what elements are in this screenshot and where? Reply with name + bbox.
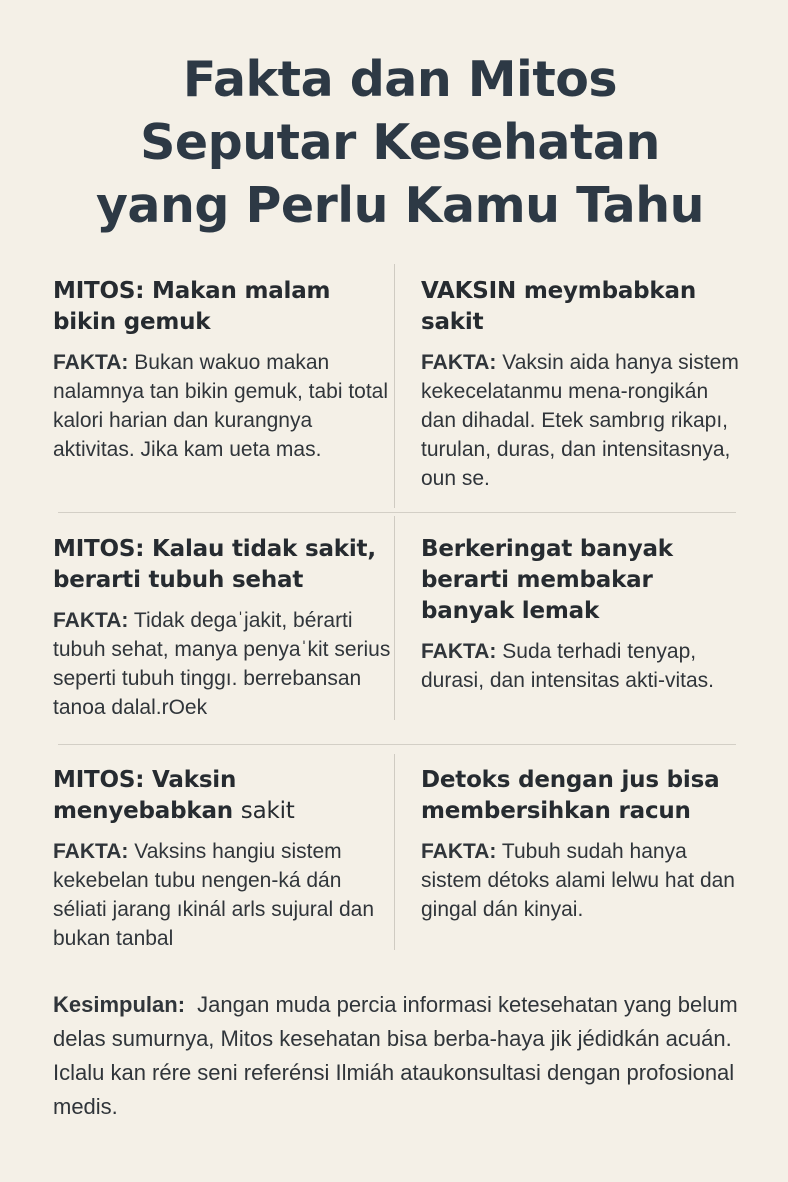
- card-heading-bold: MITOS: Vaksin menyebabkan: [53, 767, 237, 824]
- title-line-1: Fakta dan Mitos: [182, 51, 618, 108]
- myth-card-night-eating: [53, 276, 398, 464]
- myth-card-vaccine: [421, 276, 741, 493]
- fact-text: Tubuh sudah hanya sistem détoks alami lelwu hat dan gingal dán kinyai.: [421, 840, 735, 921]
- card-fact: [421, 637, 741, 695]
- myth-card-sweating: [421, 534, 741, 695]
- fact-text: Suda terhadi tenyap, durasi, dan intensitas akti-vitas.: [421, 640, 714, 692]
- card-fact: [53, 837, 398, 953]
- fact-label: FAKTA:: [53, 351, 129, 374]
- card-heading: Berkeringat banyak berarti membakar banyak lemak: [421, 536, 673, 624]
- row-divider: [58, 512, 736, 513]
- card-heading: MITOS: Makan malam bikin gemuk: [53, 278, 331, 335]
- card-heading: MITOS: Kalau tidak sakit, berarti tubuh sehat: [53, 536, 376, 593]
- conclusion-label: Kesimpulan:: [53, 992, 186, 1017]
- card-fact: [53, 348, 398, 464]
- card-fact: [421, 348, 741, 493]
- myth-card-not-sick: [53, 534, 398, 722]
- fact-label: FAKTA:: [421, 640, 497, 663]
- fact-text: Vaksins hangiu sistem kekebelan tubu nengen-ká dán séliati jarang ıkinál arls sujural dan bukan tanbal: [53, 840, 374, 950]
- fact-label: FAKTA:: [421, 840, 497, 863]
- fact-text: Bukan wakuo makan nalamnya tan bikin gemuk, tabi total kalori harian dan kurangnya aktivitas. Jika kam ueta mas.: [53, 351, 389, 461]
- card-heading-light: sakit: [240, 798, 295, 824]
- fact-label: FAKTA:: [421, 351, 497, 374]
- card-fact: [53, 606, 398, 722]
- fact-label: FAKTA:: [53, 609, 129, 632]
- fact-label: FAKTA:: [53, 840, 129, 863]
- conclusion-text: Jangan muda percia informasi ketesehatan yang belum delas sumurnya, Mitos kesehatan bisa berba-haya jik jédidkán acuán. Iclalu kan rére seni referénsi Ilmiáh ataukonsultasi dengan profosional medis.: [53, 992, 738, 1119]
- conclusion: [53, 988, 743, 1124]
- title-line-3: yang Perlu Kamu Tahu: [95, 177, 705, 234]
- card-heading: VAKSIN meymbabkan sakit: [421, 278, 697, 335]
- page-title: [80, 48, 720, 237]
- card-heading: Detoks dengan jus bisa membersihkan racun: [421, 767, 720, 824]
- myth-card-vaccine-sick: [53, 765, 398, 953]
- fact-text: Tidak degaˈjakit, bérarti tubuh sehat, manya penyaˈkit serius seperti tubuh tinggı. berrebansan tanoa dalal.rOek: [53, 609, 391, 719]
- myth-card-detox: [421, 765, 741, 924]
- row-divider: [58, 744, 736, 745]
- card-heading: [53, 765, 398, 827]
- fact-text: Vaksin aida hanya sistem kekecelatanmu mena-rongikán dan dihadal. Etek sambrıg rikapı, turulan, duras, dan intensitasnya, oun se.: [421, 351, 739, 490]
- title-line-2: Seputar Kesehatan: [140, 114, 660, 171]
- card-fact: [421, 837, 741, 924]
